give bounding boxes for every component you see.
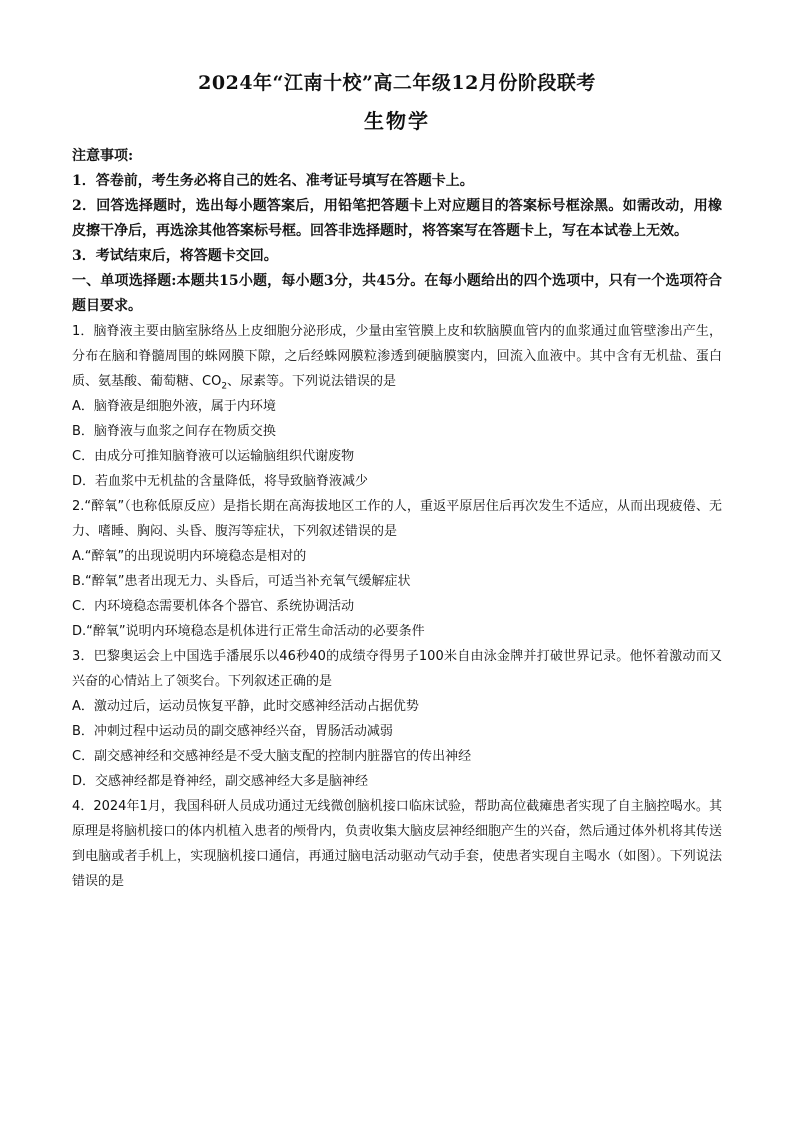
question-3-option-d: D．交感神经都是脊神经，副交感神经大多是脑神经 bbox=[72, 774, 369, 789]
question-1-option-d: D．若血浆中无机盐的含量降低，将导致脑脊液减少 bbox=[72, 474, 369, 489]
notice-item-2: 2．回答选择题时，选出每小题答案后，用铅笔把答题卡上对应题目的答案标号框涂黑。如需改动，用橡皮擦干净后，再选涂其他答案标号框。回答非选择题时，将答案写在答题卡上，写在本试卷上无效。 bbox=[72, 198, 722, 239]
question-1-option-c: C．由成分可推知脑脊液可以运输脑组织代谢废物 bbox=[72, 449, 355, 464]
question-3-option-b: B．冲刺过程中运动员的副交感神经兴奋，胃肠活动减弱 bbox=[72, 724, 393, 739]
section-heading: 一、单项选择题:本题共15小题，每小题3分，共45分。在每小题给出的四个选项中，只有一个选项符合题目要求。 bbox=[72, 273, 722, 314]
notice-heading: 注意事项: bbox=[72, 148, 134, 164]
question-1-stem bbox=[72, 319, 722, 394]
question-1-option-a: A．脑脊液是细胞外液，属于内环境 bbox=[72, 399, 276, 414]
question-3-stem: 3．巴黎奥运会上中国选手潘展乐以46秒40的成绩夺得男子100米自由泳金牌并打破世界记录。他怀着激动而又兴奋的心情站上了领奖台。下列叙述正确的是 bbox=[72, 649, 722, 689]
question-3-option-c: C．副交感神经和交感神经是不受大脑支配的控制内脏器官的传出神经 bbox=[72, 749, 472, 764]
question-1-stem-tail: 、尿素等。下列说法错误的是 bbox=[227, 374, 397, 389]
question-1-subscript: 2 bbox=[221, 381, 228, 392]
notice-item-1: 1．答卷前，考生务必将自己的姓名、准考证号填写在答题卡上。 bbox=[72, 173, 474, 189]
question-3-option-a: A．激动过后，运动员恢复平静，此时交感神经活动占据优势 bbox=[72, 699, 419, 714]
question-2-option-c: C．内环境稳态需要机体各个器官、系统协调活动 bbox=[72, 599, 355, 614]
exam-title: 2024年“江南十校”高二年级12月份阶段联考 bbox=[198, 72, 596, 94]
question-2-option-b: B.“醉氧”患者出现无力、头昏后，可适当补充氧气缓解症状 bbox=[72, 574, 411, 589]
notice-item-3: 3．考试结束后，将答题卡交回。 bbox=[72, 248, 278, 264]
question-2-option-a: A.“醉氧”的出现说明内环境稳态是相对的 bbox=[72, 549, 307, 564]
exam-subject: 生物学 bbox=[364, 109, 430, 133]
question-2-stem: 2.“醉氧”（也称低原反应）是指长期在高海拔地区工作的人，重返平原居住后再次发生不适应，从而出现疲倦、无力、嗜睡、胸闷、头昏、腹泻等症状，下列叙述错误的是 bbox=[72, 499, 722, 539]
question-2-option-d: D.“醉氧”说明内环境稳态是机体进行正常生命活动的必要条件 bbox=[72, 624, 425, 639]
question-4-stem: 4．2024年1月，我国科研人员成功通过无线微创脑机接口临床试验，帮助高位截瘫患者实现了自主脑控喝水。其原理是将脑机接口的体内机植入患者的颅骨内，负责收集大脑皮层神经细胞产生的兴奋，然后通过体外机将其传送到电脑或者手机上，实现脑机接口通信，再通过脑电活动驱动气动手套，使患者实现自主喝水（如图）。下列说法错误的是 bbox=[72, 799, 723, 889]
question-1-stem-text: 1．脑脊液主要由脑室脉络丛上皮细胞分泌形成，少量由室管膜上皮和软脑膜血管内的血浆通过血管壁渗出产生，分布在脑和脊髓周围的蛛网膜下隙，之后经蛛网膜粒渗透到硬脑膜窦内，回流入血液中。其中含有无机盐、蛋白质、氨基酸、葡萄糖、CO bbox=[72, 324, 722, 389]
question-1-option-b: B．脑脊液与血浆之间存在物质交换 bbox=[72, 424, 276, 439]
